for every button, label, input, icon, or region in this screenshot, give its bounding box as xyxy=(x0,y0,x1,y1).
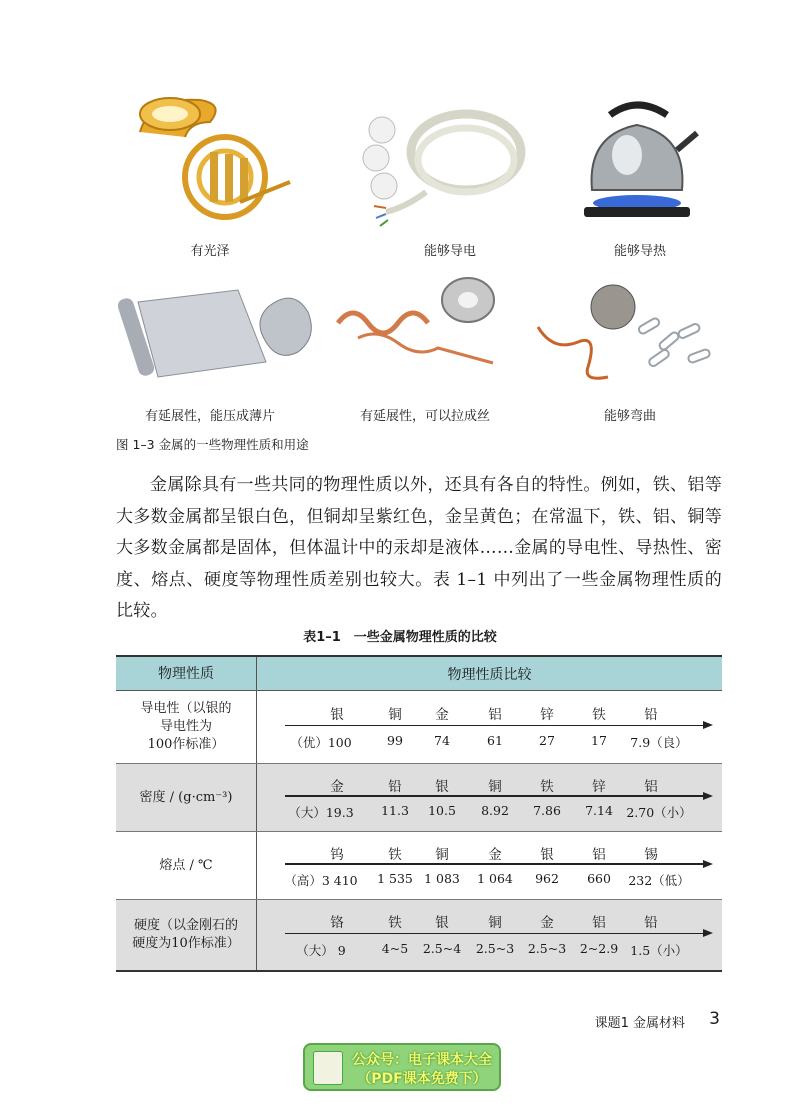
comparison-arrow xyxy=(285,933,705,935)
metal-value: 4~5 xyxy=(381,940,409,956)
table-title: 表1–1 一些金属物理性质的比较 xyxy=(303,630,497,645)
metal-value: 2.5~3 xyxy=(475,940,515,956)
body-paragraph: 金属除具有一些共同的物理性质以外，还具有各自的特性。例如，铁、铝等大多数金属都呈银白色，但铜却呈紫红色，金呈黄色；在常温下，铁、铝、铜等大多数金属都是固体，但体温计中的汞却是液体……金属的导电性、导热性、密度、熔点、硬度等物理性质差别也较大。表 1–1 中列出了一些金属物理性质的比较。 xyxy=(116,475,722,621)
comparison-arrow xyxy=(285,725,705,727)
metal-label: 银 xyxy=(330,706,344,723)
header-property: 物理性质 xyxy=(116,656,257,691)
metal-label: 铬 xyxy=(330,915,344,932)
metal-value: （大）19.3 xyxy=(288,804,354,820)
metal-label: 银 xyxy=(540,846,554,863)
caption-heat: 能够导热 xyxy=(613,244,666,259)
metal-label: 铝 xyxy=(592,846,606,863)
arrow-head-icon xyxy=(703,792,713,800)
metal-label: 金 xyxy=(435,706,449,723)
metal-label: 铁 xyxy=(540,778,554,795)
table-header-row xyxy=(116,656,722,691)
wire-spool-image xyxy=(328,268,508,388)
foil-image xyxy=(118,282,318,397)
metal-label: 铅 xyxy=(388,778,402,795)
metal-label: 银 xyxy=(435,915,449,932)
property-line: 100作标准） xyxy=(147,737,225,752)
table-row xyxy=(116,764,722,832)
kettle-image xyxy=(572,95,702,230)
metal-label: 铝 xyxy=(488,706,502,723)
header-comparison: 物理性质比较 xyxy=(257,656,723,691)
row-property xyxy=(116,691,257,764)
metal-value: 1 535 xyxy=(377,870,413,886)
metal-value: 1 064 xyxy=(477,870,513,886)
metal-label: 金 xyxy=(540,915,554,932)
metal-value: 962 xyxy=(535,870,559,886)
metal-value: （优）100 xyxy=(290,734,352,750)
footer-chapter: 课题1 金属材料 xyxy=(594,1016,685,1031)
metal-value: 2~2.9 xyxy=(579,940,619,956)
metal-value: 17 xyxy=(591,732,607,748)
caption-shiny: 有光泽 xyxy=(190,244,230,259)
property-line: 密度 / (g·cm⁻³) xyxy=(139,789,233,805)
page-number: 3 xyxy=(709,1009,720,1029)
metal-label: 铝 xyxy=(644,778,658,795)
metal-label: 银 xyxy=(435,778,449,795)
arrow-head-icon xyxy=(703,721,713,729)
row-property xyxy=(116,764,257,832)
metal-label: 钨 xyxy=(330,846,344,863)
metal-value: 2.5~4 xyxy=(422,940,462,956)
metal-value: 7.86 xyxy=(533,802,561,818)
property-line: 硬度为10作标准） xyxy=(132,936,240,951)
property-line: 导电性（以银的 xyxy=(140,701,232,716)
metal-value: 27 xyxy=(539,732,555,748)
caption-bendable: 能够弯曲 xyxy=(603,409,656,424)
metal-label: 铅 xyxy=(644,915,658,932)
caption-ductile: 有延展性，可以拉成丝 xyxy=(359,409,490,424)
metal-value: （高）3 410 xyxy=(284,872,358,888)
wire-bulbs-image xyxy=(356,102,536,232)
metal-value: 11.3 xyxy=(381,802,409,818)
caption-conductive: 能够导电 xyxy=(423,244,476,259)
comparison-cell xyxy=(257,764,723,832)
metal-value: 7.14 xyxy=(585,802,613,818)
metal-value: 1.5（小） xyxy=(630,942,688,958)
metal-label: 铁 xyxy=(388,846,402,863)
property-line: 导电性为 xyxy=(159,719,212,734)
figure-caption: 图 1–3 金属的一些物理性质和用途 xyxy=(116,437,309,452)
metal-value: 660 xyxy=(587,870,611,886)
caption-malleable: 有延展性，能压成薄片 xyxy=(144,409,275,424)
table-row xyxy=(116,691,722,764)
metal-label: 锌 xyxy=(540,706,554,723)
arrow-head-icon xyxy=(703,860,713,868)
comparison-cell xyxy=(257,832,723,900)
comparison-cell xyxy=(257,691,723,764)
row-property xyxy=(116,832,257,900)
metal-label: 铁 xyxy=(388,915,402,932)
metal-value: 232（低） xyxy=(628,872,690,888)
metal-value: 61 xyxy=(487,732,503,748)
metal-value: 2.70（小） xyxy=(626,804,692,820)
metal-value: 99 xyxy=(387,732,403,748)
metal-label: 金 xyxy=(330,778,344,795)
book-icon xyxy=(313,1051,343,1085)
metal-label: 铜 xyxy=(488,778,502,795)
comparison-arrow xyxy=(285,863,705,865)
metal-value: 7.9（良） xyxy=(630,734,688,750)
comparison-cell xyxy=(257,900,723,972)
table-row xyxy=(116,900,722,972)
property-line: 硬度（以金刚石的 xyxy=(133,918,238,933)
watermark-line1: 公众号：电子课本大全 xyxy=(352,1052,492,1068)
metal-label: 金 xyxy=(488,846,502,863)
metal-label: 锡 xyxy=(644,846,658,863)
comparison-arrow xyxy=(285,795,705,797)
metal-label: 铜 xyxy=(488,915,502,932)
metal-label: 铜 xyxy=(435,846,449,863)
metal-value: 10.5 xyxy=(428,802,456,818)
metal-value: 8.92 xyxy=(481,802,509,818)
metal-label: 铜 xyxy=(388,706,402,723)
metal-label: 铁 xyxy=(592,706,606,723)
arrow-head-icon xyxy=(703,929,713,937)
metal-value: 74 xyxy=(434,732,450,748)
metal-value: 1 083 xyxy=(424,870,460,886)
metal-label: 铝 xyxy=(592,915,606,932)
metal-value: （大） 9 xyxy=(296,942,346,958)
property-line: 熔点 / ℃ xyxy=(159,857,213,873)
watermark-line2: （PDF课本免费下） xyxy=(357,1071,487,1087)
metal-label: 锌 xyxy=(592,778,606,795)
bent-wire-image xyxy=(528,282,728,397)
metal-properties-table xyxy=(116,655,722,972)
metal-value: 2.5~3 xyxy=(527,940,567,956)
metal-label: 铅 xyxy=(644,706,658,723)
french-horn-image xyxy=(130,92,300,232)
watermark-badge xyxy=(303,1043,501,1091)
row-property xyxy=(116,900,257,972)
table-row xyxy=(116,832,722,900)
